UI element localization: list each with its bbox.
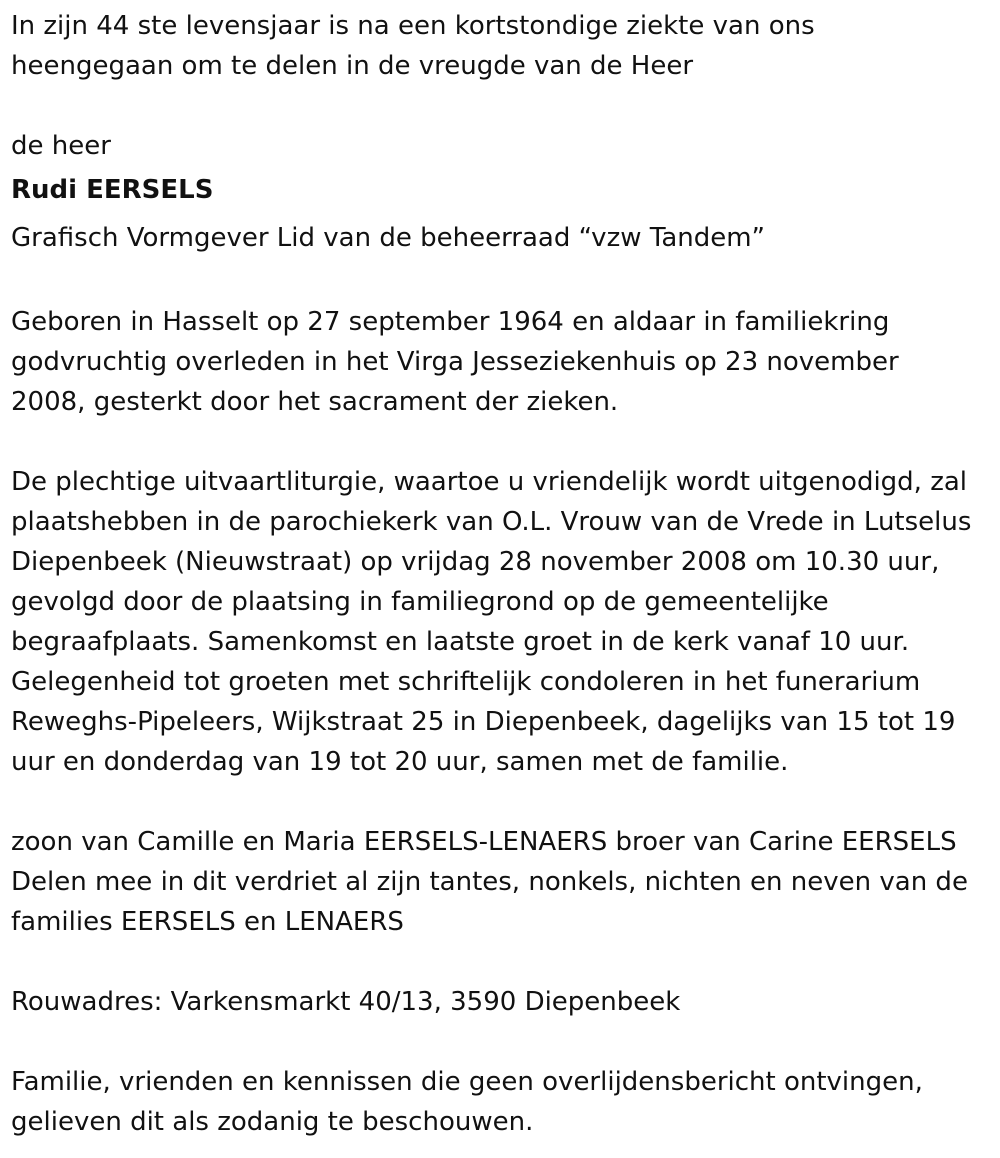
spacer [11,262,996,302]
funeral-line: Gelegenheid tot groeten met schriftelijk condoleren in het funerarium [11,667,921,697]
birth-line: godvruchtig overleden in het Virga Jesseziekenhuis op 23 november [11,347,899,377]
funeral-line: Diepenbeek (Nieuwstraat) op vrijdag 28 november 2008 om 10.30 uur, [11,547,940,577]
funeral-line: begraafplaats. Samenkomst en laatste groet in de kerk vanaf 10 uur. [11,627,910,657]
honorific: de heer [11,131,111,161]
spacer [11,422,996,462]
funeral-line: Reweghs-Pipeleers, Wijkstraat 25 in Diepenbeek, dagelijks van 15 tot 19 [11,707,956,737]
family-line: families EERSELS en LENAERS [11,907,404,937]
family-paragraph [11,822,996,942]
funeral-line: De plechtige uitvaartliturgie, waartoe u vriendelijk wordt uitgenodigd, zal [11,467,968,497]
funeral-line: uur en donderdag van 19 tot 20 uur, samen met de familie. [11,747,789,777]
funeral-line: gevolgd door de plaatsing in familiegrond op de gemeentelijke [11,587,829,617]
spacer [11,782,996,822]
funeral-line: plaatshebben in de parochiekerk van O.L. Vrouw van de Vrede in Lutselus [11,507,972,537]
intro-line: In zijn 44 ste levensjaar is na een kortstondige ziekte van ons [11,11,815,41]
birth-paragraph [11,302,996,422]
closing-line: gelieven dit als zodanig te beschouwen. [11,1107,534,1137]
family-line: Delen mee in dit verdriet al zijn tantes, nonkels, nichten en neven van de [11,867,968,897]
obituary-document [11,6,996,1142]
spacer [11,1022,996,1062]
birth-line: Geboren in Hasselt op 27 september 1964 en aldaar in familiekring [11,307,890,337]
mourning-address: Rouwadres: Varkensmarkt 40/13, 3590 Diepenbeek [11,987,681,1017]
intro-paragraph [11,6,996,86]
spacer [11,942,996,982]
intro-line: heengegaan om te delen in de vreugde van de Heer [11,51,694,81]
funeral-paragraph [11,462,996,782]
birth-line: 2008, gesterkt door het sacrament der zieken. [11,387,619,417]
profession-line: Grafisch Vormgever Lid van de beheerraad “vzw Tandem” [11,223,766,253]
closing-paragraph [11,1062,996,1142]
family-line: zoon van Camille en Maria EERSELS-LENAERS broer van Carine EERSELS [11,827,957,857]
deceased-name: Rudi EERSELS [11,175,214,205]
closing-line: Familie, vrienden en kennissen die geen overlijdensbericht ontvingen, [11,1067,923,1097]
spacer [11,86,996,126]
